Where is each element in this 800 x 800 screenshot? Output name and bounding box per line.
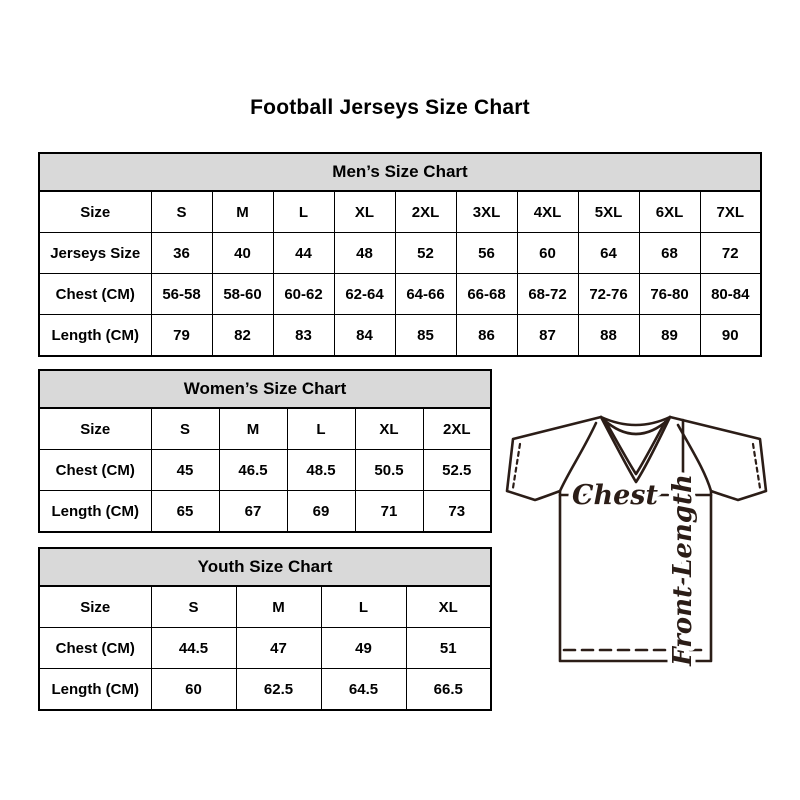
value-cell: S: [151, 191, 212, 233]
value-cell: 49: [321, 628, 406, 669]
value-cell: 2XL: [395, 191, 456, 233]
value-cell: 50.5: [355, 450, 423, 491]
mens-size-chart-title: Men’s Size Chart: [39, 153, 761, 191]
value-cell: 68-72: [517, 274, 578, 315]
value-cell: 66.5: [406, 669, 491, 711]
value-cell: 85: [395, 315, 456, 357]
table-title-row: [39, 548, 491, 586]
value-cell: M: [212, 191, 273, 233]
value-cell: 64.5: [321, 669, 406, 711]
row-header-cell: Jerseys Size: [39, 233, 151, 274]
page-title: Football Jerseys Size Chart: [250, 96, 530, 119]
value-cell: 40: [212, 233, 273, 274]
value-cell: 4XL: [517, 191, 578, 233]
value-cell: 72-76: [578, 274, 639, 315]
table-row: [39, 450, 491, 491]
value-cell: 48.5: [287, 450, 355, 491]
value-cell: 44: [273, 233, 334, 274]
value-cell: 56-58: [151, 274, 212, 315]
row-header-cell: Length (CM): [39, 315, 151, 357]
value-cell: L: [321, 586, 406, 628]
value-cell: 79: [151, 315, 212, 357]
value-cell: 36: [151, 233, 212, 274]
value-cell: M: [236, 586, 321, 628]
value-cell: 84: [334, 315, 395, 357]
value-cell: S: [151, 408, 219, 450]
value-cell: 76-80: [639, 274, 700, 315]
value-cell: 2XL: [423, 408, 491, 450]
value-cell: L: [273, 191, 334, 233]
mens-size-table: [38, 152, 762, 357]
value-cell: 7XL: [700, 191, 761, 233]
value-cell: S: [151, 586, 236, 628]
collar-rib-icon: [601, 417, 670, 425]
value-cell: 45: [151, 450, 219, 491]
row-header-cell: Length (CM): [39, 491, 151, 533]
value-cell: 48: [334, 233, 395, 274]
table-row: [39, 274, 761, 315]
value-cell: 73: [423, 491, 491, 533]
womens-size-table: [38, 369, 492, 533]
table-row: [39, 491, 491, 533]
value-cell: 67: [219, 491, 287, 533]
value-cell: 69: [287, 491, 355, 533]
value-cell: 89: [639, 315, 700, 357]
value-cell: 52: [395, 233, 456, 274]
value-cell: 3XL: [456, 191, 517, 233]
value-cell: 62-64: [334, 274, 395, 315]
value-cell: 88: [578, 315, 639, 357]
value-cell: 52.5: [423, 450, 491, 491]
value-cell: 58-60: [212, 274, 273, 315]
value-cell: 62.5: [236, 669, 321, 711]
value-cell: 5XL: [578, 191, 639, 233]
value-cell: 56: [456, 233, 517, 274]
row-header-cell: Size: [39, 191, 151, 233]
value-cell: 68: [639, 233, 700, 274]
table-row: [39, 315, 761, 357]
row-header-cell: Chest (CM): [39, 628, 151, 669]
value-cell: 60: [151, 669, 236, 711]
value-cell: 60-62: [273, 274, 334, 315]
row-header-cell: Chest (CM): [39, 450, 151, 491]
value-cell: 44.5: [151, 628, 236, 669]
value-cell: 60: [517, 233, 578, 274]
table-row: [39, 586, 491, 628]
value-cell: XL: [406, 586, 491, 628]
value-cell: XL: [355, 408, 423, 450]
value-cell: 66-68: [456, 274, 517, 315]
row-header-cell: Size: [39, 408, 151, 450]
chest-label: Chest: [572, 480, 658, 511]
left-cuff-stitch-icon: [513, 444, 520, 488]
table-row: [39, 233, 761, 274]
right-cuff-stitch-icon: [753, 444, 760, 488]
value-cell: 83: [273, 315, 334, 357]
table-title-row: [39, 370, 491, 408]
table-title-row: [39, 153, 761, 191]
jersey-outline-icon: [507, 417, 766, 661]
jersey-measurement-diagram: [503, 404, 775, 676]
value-cell: 51: [406, 628, 491, 669]
value-cell: 64-66: [395, 274, 456, 315]
value-cell: XL: [334, 191, 395, 233]
womens-size-chart-title: Women’s Size Chart: [39, 370, 491, 408]
value-cell: 71: [355, 491, 423, 533]
value-cell: L: [287, 408, 355, 450]
table-row: [39, 408, 491, 450]
value-cell: M: [219, 408, 287, 450]
table-row: [39, 191, 761, 233]
value-cell: 46.5: [219, 450, 287, 491]
value-cell: 90: [700, 315, 761, 357]
row-header-cell: Size: [39, 586, 151, 628]
value-cell: 64: [578, 233, 639, 274]
row-header-cell: Chest (CM): [39, 274, 151, 315]
value-cell: 72: [700, 233, 761, 274]
value-cell: 6XL: [639, 191, 700, 233]
table-row: [39, 669, 491, 711]
table-row: [39, 628, 491, 669]
youth-size-chart-title: Youth Size Chart: [39, 548, 491, 586]
value-cell: 82: [212, 315, 273, 357]
value-cell: 87: [517, 315, 578, 357]
value-cell: 65: [151, 491, 219, 533]
value-cell: 47: [236, 628, 321, 669]
youth-size-table: [38, 547, 492, 711]
front-length-label: Front Length: [668, 474, 698, 666]
row-header-cell: Length (CM): [39, 669, 151, 711]
value-cell: 86: [456, 315, 517, 357]
value-cell: 80-84: [700, 274, 761, 315]
